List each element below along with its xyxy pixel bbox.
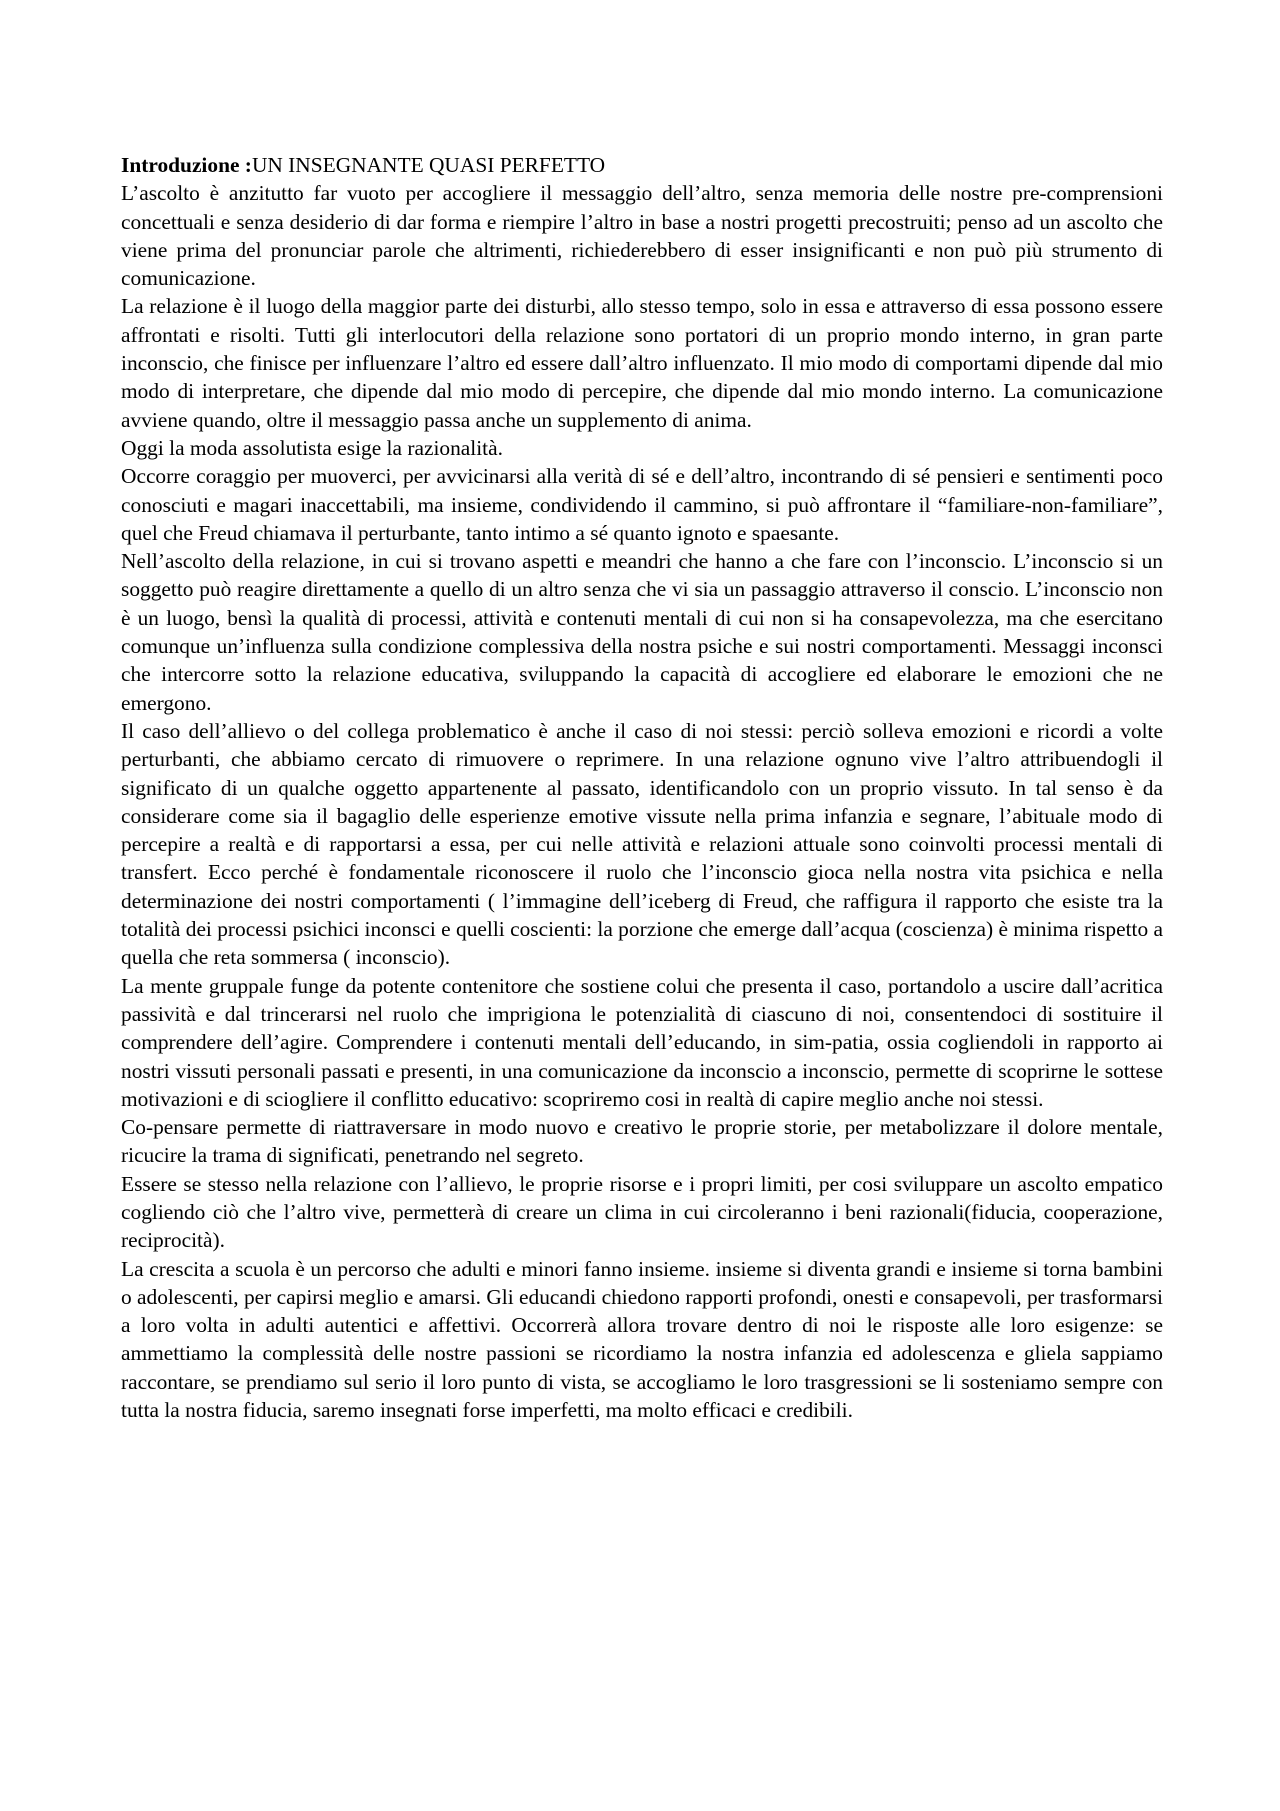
paragraph-9: Essere se stesso nella relazione con l’allievo, le proprie risorse e i propri limiti, per cosi sviluppare un ascolto empatico cogliendo ciò che l’altro vive, permetterà di creare un clima in cui circoleranno i beni razionali(fiducia, cooperazione, reciprocità). [121, 1171, 1163, 1253]
document-page [121, 151, 1163, 1424]
paragraph-2: La relazione è il luogo della maggior parte dei disturbi, allo stesso tempo, solo in essa e attraverso di essa possono essere affrontati e risolti. Tutti gli interlocutori della relazione sono portatori di un proprio mondo interno, in gran parte inconscio, che finisce per influenzare l’altro ed essere dall’altro influenzato. Il mio modo di comportami dipende dal mio modo di interpretare, che dipende dal mio modo di percepire, che dipende dal mio mondo interno. La comunicazione avviene quando, oltre il messaggio passa anche un supplemento di anima. [121, 294, 1163, 432]
paragraph-5: Nell’ascolto della relazione, in cui si trovano aspetti e meandri che hanno a che fare con l’inconscio. L’inconscio si un soggetto può reagire direttamente a quello di un altro senza che vi sia un passaggio attraverso il conscio. L’inconscio non è un luogo, bensì la qualità di processi, attività e contenuti mentali di cui non si ha consapevolezza, ma che esercitano comunque un’influenza sulla condizione complessiva della nostra psiche e sui nostri comportamenti. Messaggi inconsci che intercorre sotto la relazione educativa, sviluppando la capacità di accogliere ed elaborare le emozioni che ne emergono. [121, 549, 1163, 715]
paragraph-8: Co-pensare permette di riattraversare in modo nuovo e creativo le proprie storie, per metabolizzare il dolore mentale, ricucire la trama di significati, penetrando nel segreto. [121, 1115, 1163, 1168]
title-prefix: Introduzione : [121, 153, 252, 177]
title-main: UN INSEGNANTE QUASI PERFETTO [251, 153, 606, 177]
paragraph-7: La mente gruppale funge da potente contenitore che sostiene colui che presenta il caso, portandolo a uscire dall’acritica passività e dal trincerarsi nel ruolo che imprigiona le potenzialità di ciascuno di noi, consentendoci di sostituire il comprendere dell’agire. Comprendere i contenuti mentali dell’educando, in sim-patia, ossia cogliendoli in rapporto ai nostri vissuti personali passati e presenti, in una comunicazione da inconscio a inconscio, permette di scoprirne le sottese motivazioni e di sciogliere il conflitto educativo: scopriremo cosi in realtà di capire meglio anche noi stessi. [121, 973, 1163, 1111]
paragraph-6: Il caso dell’allievo o del collega problematico è anche il caso di noi stessi: perciò solleva emozioni e ricordi a volte perturbanti, che abbiamo cercato di rimuovere o reprimere. In una relazione ognuno vive l’altro attribuendogli il significato di un qualche oggetto appartenente al passato, identificandolo con un proprio vissuto. In tal senso è da considerare come sia il bagaglio delle esperienze emotive vissute nella prima infanzia e segnare, l’abituale modo di percepire a realtà e di rapportarsi a essa, per cui nelle attività e relazioni attuale sono coinvolti processi mentali di transfert. Ecco perché è fondamentale riconoscere il ruolo che l’inconscio gioca nella nostra vita psichica e nella determinazione dei nostri comportamenti ( l’immagine dell’iceberg di Freud, che raffigura il rapporto che esiste tra la totalità dei processi psichici inconsci e quelli coscienti: la porzione che emerge dall’acqua (coscienza) è minima rispetto a quella che reta sommersa ( inconscio). [121, 718, 1163, 970]
document-title [121, 151, 1163, 179]
paragraph-3: Oggi la moda assolutista esige la razionalità. [121, 435, 503, 460]
paragraph-4: Occorre coraggio per muoverci, per avvicinarsi alla verità di sé e dell’altro, incontrando di sé pensieri e sentimenti poco conosciuti e magari inaccettabili, ma insieme, condividendo il cammino, si può affrontare il “familiare-non-familiare”, quel che Freud chiamava il perturbante, tanto intimo a sé quanto ignoto e spaesante. [121, 464, 1163, 545]
paragraph-1: L’ascolto è anzitutto far vuoto per accogliere il messaggio dell’altro, senza memoria delle nostre pre-comprensioni concettuali e senza desiderio di dar forma e riempire l’altro in base a nostri progetti precostruiti; penso ad un ascolto che viene prima del pronunciar parole che altrimenti, richiederebbero di esser insignificanti e non può più strumento di comunicazione. [121, 181, 1163, 291]
paragraph-10: La crescita a scuola è un percorso che adulti e minori fanno insieme. insieme si diventa grandi e insieme si torna bambini o adolescenti, per capirsi meglio e amarsi. Gli educandi chiedono rapporti profondi, onesti e consapevoli, per trasformarsi a loro volta in adulti autentici e affettivi. Occorrerà allora trovare dentro di noi le risposte alle loro esigenze: se ammettiamo la complessità delle nostre passioni se ricordiamo la nostra infanzia ed adolescenza e gliela sappiamo raccontare, se prendiamo sul serio il loro punto di vista, se accogliamo le loro trasgressioni se li sosteniamo sempre con tutta la nostra fiducia, saremo insegnati forse imperfetti, ma molto efficaci e credibili. [121, 1256, 1163, 1423]
